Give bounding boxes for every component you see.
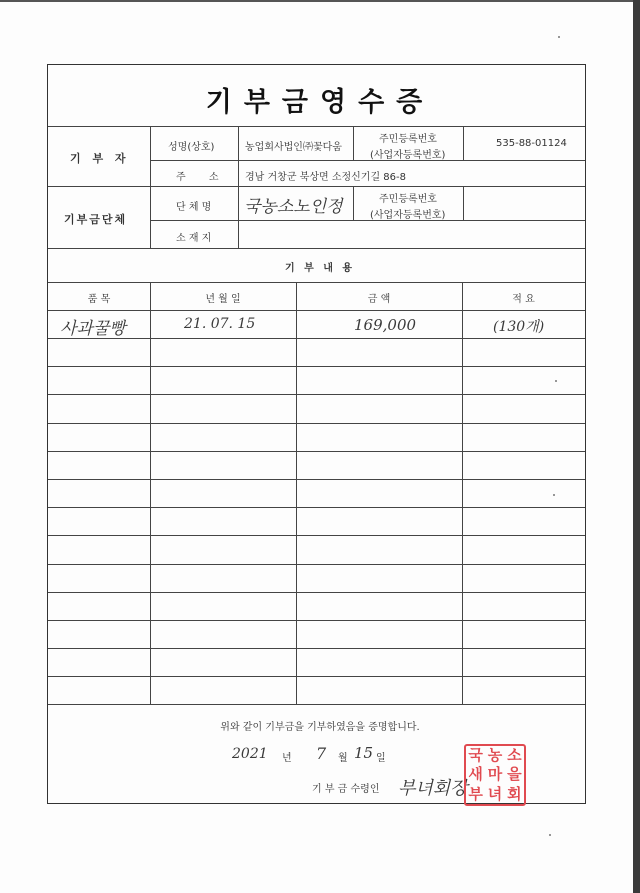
seal-char: 을 [507, 765, 522, 784]
col-header-item: 품 목 [87, 294, 111, 305]
donor-address-label: 주 소 [176, 172, 229, 183]
seal-char: 녀 [487, 784, 503, 803]
rule [48, 310, 585, 311]
rule [150, 126, 151, 248]
footer-statement: 위와 같이 기부금을 기부하였음을 증명합니다. [220, 722, 420, 733]
org-reg-label-sub: (사업자등록번호) [370, 210, 446, 221]
seal-char: 새 [468, 765, 483, 784]
org-location-label: 소 재 지 [176, 233, 212, 244]
donor-name-label: 성명(상호) [168, 142, 215, 153]
donor-name-value: 농업회사법인㈜꽃다움 [245, 142, 342, 153]
table-row-rule [48, 479, 585, 480]
table-row-rule [48, 507, 585, 508]
rule [48, 704, 585, 705]
footer-recipient-label: 기 부 금 수령인 [312, 784, 380, 795]
donor-reg-label-sub: (사업자등록번호) [370, 150, 446, 161]
organization-seal [464, 744, 526, 806]
scan-edge-top [0, 0, 640, 2]
rule [150, 220, 585, 221]
footer-recipient-signature: 부녀회장 [398, 778, 468, 799]
table-row-rule [48, 564, 585, 565]
rule [48, 126, 585, 127]
seal-char: 국 [468, 746, 483, 764]
scan-speck [555, 380, 557, 382]
scan-speck [553, 494, 555, 496]
scan-speck [549, 834, 551, 836]
footer-month-unit: 월 [338, 753, 348, 764]
footer-day-value: 15 [354, 744, 374, 762]
footer-month-value: 7 [316, 744, 327, 763]
donor-reg-value: 535-88-01124 [496, 138, 567, 149]
row-note: (130개) [493, 319, 545, 335]
org-name-value: 국농소노인정 [244, 197, 343, 217]
col-header-note: 적 요 [512, 294, 535, 305]
table-row-rule [48, 535, 585, 536]
seal-char: 부 [468, 784, 483, 803]
table-row-rule [48, 394, 585, 395]
scan-speck [558, 36, 560, 38]
org-name-label: 단 체 명 [176, 202, 212, 213]
table-row-rule [48, 338, 585, 339]
footer-year-unit: 년 [282, 753, 292, 764]
rule [353, 126, 354, 160]
rule [463, 186, 464, 220]
seal-char: 소 [507, 746, 522, 764]
scan-edge-right [633, 0, 640, 893]
donor-section-label: 기 부 자 [70, 152, 130, 165]
col-header-amount: 금 액 [367, 294, 391, 305]
rule [150, 282, 151, 704]
table-row-rule [48, 676, 585, 677]
seal-char: 회 [507, 784, 522, 803]
col-header-date: 년 월 일 [205, 294, 241, 305]
rule [48, 186, 585, 187]
rule [463, 126, 464, 160]
contents-section-label: 기 부 내 용 [284, 263, 356, 274]
org-section-label: 기부금단체 [64, 213, 128, 226]
document-title: 기부금영수증 [205, 87, 435, 118]
rule [48, 248, 585, 249]
table-row-rule [48, 366, 585, 367]
table-row-rule [48, 648, 585, 649]
rule [296, 282, 297, 704]
seal-char: 농 [487, 746, 503, 764]
table-row-rule [48, 451, 585, 452]
rule [462, 282, 463, 704]
rule [48, 282, 585, 283]
table-row-rule [48, 423, 585, 424]
table-row-rule [48, 592, 585, 593]
table-row-rule [48, 620, 585, 621]
rule [238, 126, 239, 248]
row-amount: 169,000 [354, 316, 417, 334]
footer-year-value: 2021 [232, 746, 268, 762]
donor-address-value: 경남 거창군 북상면 소정신기길 86-8 [245, 172, 406, 183]
seal-char: 마 [487, 765, 503, 784]
rule [353, 186, 354, 220]
org-reg-label: 주민등록번호 [379, 194, 437, 205]
row-item: 사과꿀빵 [60, 319, 126, 339]
row-date: 21. 07. 15 [184, 316, 256, 332]
footer-day-unit: 일 [376, 753, 386, 764]
rule [150, 160, 585, 161]
donor-reg-label: 주민등록번호 [379, 134, 437, 145]
